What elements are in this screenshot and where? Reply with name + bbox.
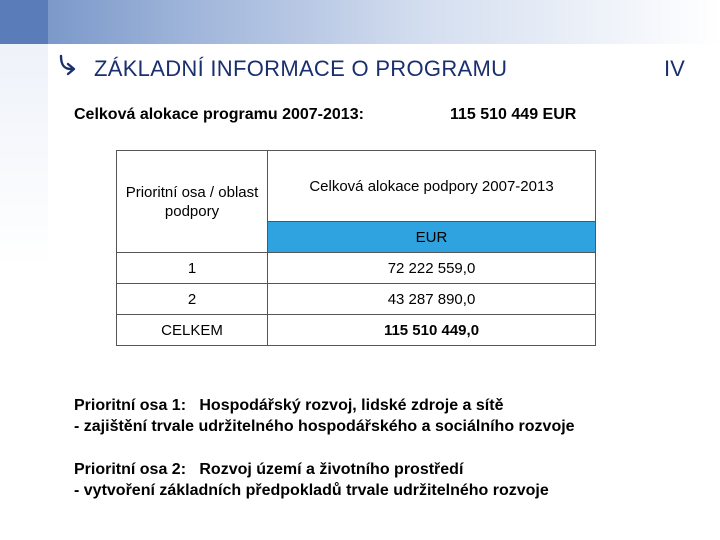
- side-strip: [0, 44, 48, 540]
- total-row: [117, 315, 596, 346]
- priority-axis-2: [74, 459, 549, 501]
- amount-cell: 43 287 890,0: [268, 284, 596, 315]
- curved-arrow-right-icon: [58, 54, 76, 76]
- priority-axis-title: Prioritní osa 1: Hospodářský rozvoj, lidské zdroje a sítě: [74, 397, 504, 414]
- amount-cell: 72 222 559,0: [268, 253, 596, 284]
- table-header-row: [117, 151, 596, 222]
- column-header-axis: Prioritní osa / oblast podpory: [117, 151, 268, 253]
- priority-axis-1: [74, 395, 575, 437]
- allocation-table: [116, 150, 596, 346]
- priority-axis-detail: - zajištění trvale udržitelného hospodářského a sociálního rozvoje: [74, 418, 575, 435]
- header-banner: [0, 0, 720, 44]
- axis-cell: 2: [117, 284, 268, 315]
- priority-axis-detail: - vytvoření základních předpokladů trvale udržitelného rozvoje: [74, 482, 549, 499]
- priority-axis-title: Prioritní osa 2: Rozvoj území a životního prostředí: [74, 461, 464, 478]
- axis-cell: 1: [117, 253, 268, 284]
- column-header-allocation: Celková alokace podpory 2007-2013: [268, 151, 596, 222]
- total-label-cell: CELKEM: [117, 315, 268, 346]
- header-corner-block: [0, 0, 48, 44]
- table-row: [117, 284, 596, 315]
- total-amount-cell: 115 510 449,0: [268, 315, 596, 346]
- allocation-label: Celková alokace programu 2007-2013:: [74, 106, 364, 123]
- allocation-value: 115 510 449 EUR: [450, 106, 577, 123]
- table-row: [117, 253, 596, 284]
- page-title: ZÁKLADNÍ INFORMACE O PROGRAMU: [94, 56, 508, 81]
- unit-cell: EUR: [268, 222, 596, 253]
- slide-number: IV: [664, 56, 685, 81]
